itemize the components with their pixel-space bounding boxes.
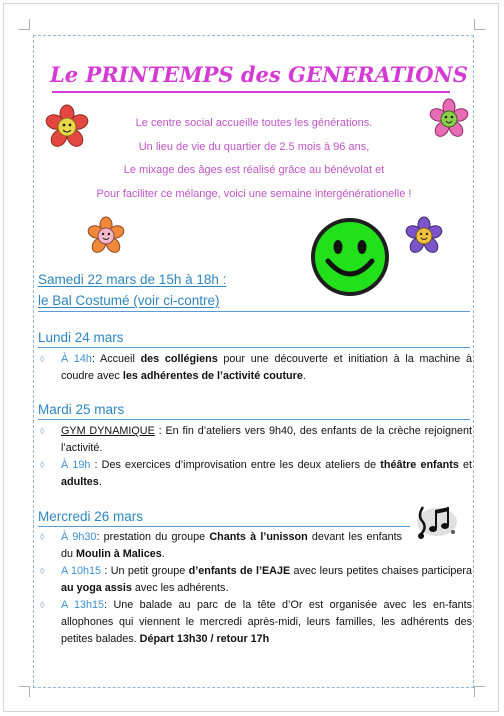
item-text: devant les enfants du <box>61 531 402 560</box>
item-bold: Chants à l’unisson <box>209 531 308 543</box>
section-heading-samedi: Samedi 22 mars de 15h à 18h : <box>38 272 227 287</box>
item-time: À 14h <box>61 353 92 365</box>
page-title: Le PRINTEMPS des GENERATIONS <box>50 62 468 87</box>
item-bold: au yoga assis <box>61 582 132 594</box>
item-bold: d’enfants de l’EAJE <box>188 565 291 577</box>
intro-line: Le mixage des âges est réalisé grâce au bénévolat et <box>123 164 385 176</box>
intro-line: Un lieu de vie du quartier de 2.5 mois à 96 ans, <box>138 140 370 153</box>
item-time: À 19h <box>61 459 91 471</box>
flower-icon <box>86 216 126 256</box>
heading-rule <box>38 311 470 312</box>
item-text: : Accueil <box>91 353 141 365</box>
title-underline <box>52 91 450 93</box>
section-heading-mercredi: Mercredi 26 mars <box>38 509 144 524</box>
item-time: A 13h15 <box>61 599 105 611</box>
item-text: : En fin d’ateliers vers 9h40, des enfants de la crèche rejoignent l’activité. <box>61 425 473 454</box>
item-text: . <box>161 548 165 560</box>
margin-corner-mark <box>474 19 485 30</box>
diamond-bullet-icon: ◊ <box>40 354 45 364</box>
heading-rule <box>38 419 470 420</box>
item-text: avec leurs petites chaises participera <box>290 565 472 577</box>
item-bold: théâtre enfants <box>380 459 459 471</box>
list-item <box>40 457 472 491</box>
intro-line: Pour faciliter ce mélange, voici une semaine intergénérationelle ! <box>96 187 412 200</box>
diamond-bullet-icon: ◊ <box>40 600 45 610</box>
music-notes-icon <box>413 502 459 542</box>
item-bold: Départ 13h30 / retour 17h <box>139 633 270 645</box>
item-text: et <box>458 459 472 471</box>
item-bold: des collégiens <box>140 353 218 365</box>
diamond-bullet-icon: ◊ <box>40 426 45 436</box>
diamond-bullet-icon: ◊ <box>40 566 45 576</box>
item-text: avec les adhérents. <box>131 582 229 594</box>
item-text: : Un petit groupe <box>101 565 189 577</box>
list-item <box>40 597 472 648</box>
intro-paragraph <box>50 112 458 206</box>
item-bold: les adhérentes de l’activité couture <box>122 370 303 382</box>
intro-line: Le centre social accueille toutes les générations. <box>135 117 373 129</box>
flower-icon <box>404 216 444 256</box>
item-time: A 10h15 <box>61 565 101 577</box>
heading-rule <box>38 347 470 348</box>
heading-rule <box>38 526 410 527</box>
section-heading-samedi-bal: le Bal Costumé (voir ci-contre) <box>38 293 220 308</box>
item-activity: GYM DYNAMIQUE <box>61 425 155 437</box>
item-bold: Moulin à Malices <box>76 548 162 560</box>
diamond-bullet-icon: ◊ <box>40 532 45 542</box>
margin-corner-mark <box>19 19 30 30</box>
smiley-face-icon <box>308 215 392 299</box>
item-text: pour une découverte et initiation à la machine à coudre avec <box>61 353 472 382</box>
item-time: À 9h30 <box>61 531 97 543</box>
list-item <box>40 423 472 457</box>
item-text: : prestation du groupe <box>96 531 210 543</box>
diamond-bullet-icon: ◊ <box>40 460 45 470</box>
section-heading-mardi: Mardi 25 mars <box>38 402 125 417</box>
list-item <box>40 529 402 563</box>
section-heading-lundi: Lundi 24 mars <box>38 330 124 345</box>
item-bold: adultes <box>61 476 99 488</box>
list-item <box>40 563 472 597</box>
item-text: . <box>98 476 102 488</box>
margin-corner-mark <box>474 686 485 697</box>
margin-corner-mark <box>19 686 30 697</box>
item-text: : Des exercices d’improvisation entre les deux ateliers de <box>90 459 381 471</box>
item-text: : Une balade au parc de la tête d’Or est organisée avec les en-fants allophones qui viennent le mercredi après-midi, leurs familles, les adhérents des petites balades. <box>61 599 472 645</box>
item-text: . <box>302 370 306 382</box>
list-item <box>40 351 472 385</box>
